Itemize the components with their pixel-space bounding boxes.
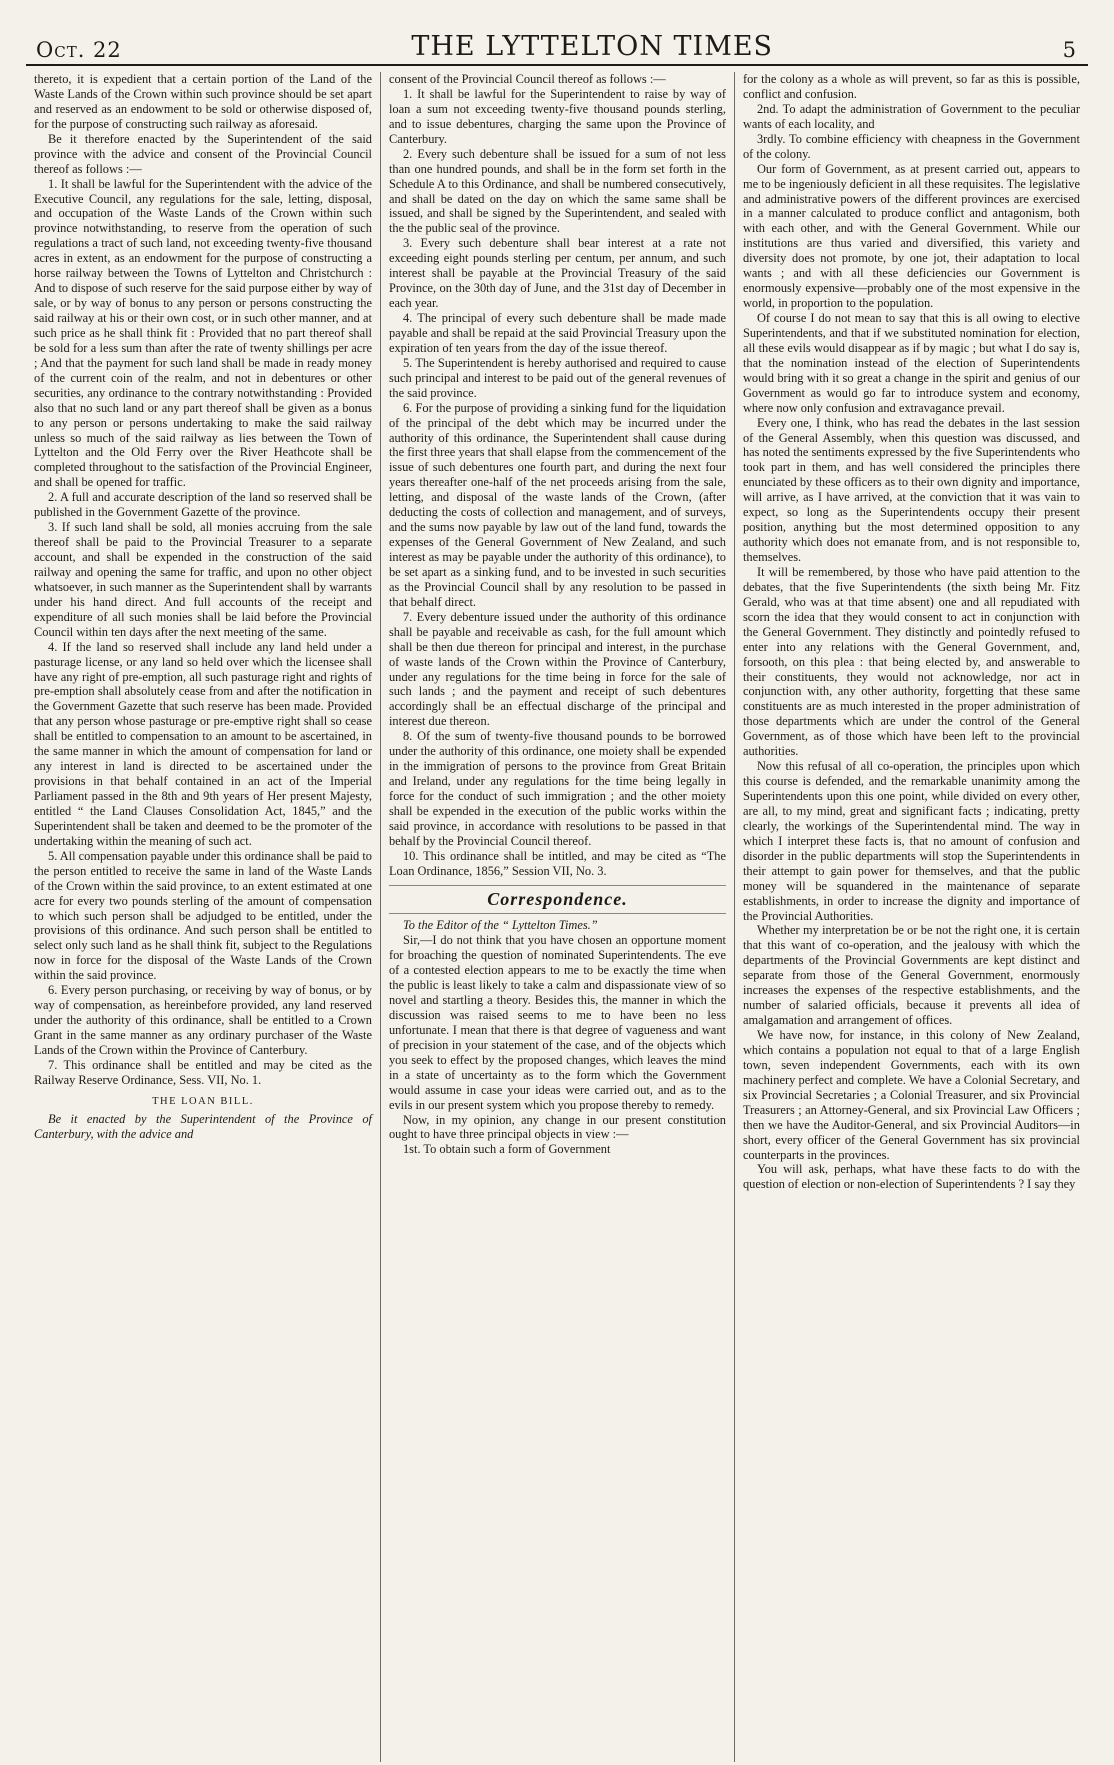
paragraph: Now this refusal of all co-operation, the principles upon which this course is defended, and the remarkable unanimity among the Superintendents upon this one point, while divided on every other, are all, to my mind, great and significant facts ; indicating, pretty clearly, the workings of the Superintendental mind. The way in which I interpret these facts is, that no amount of confusion and disorder in the public departments will stop the Superintendents in their attempt to gain power for themselves, and that the public money will be squandered in the maintenance of separate establishments, in order to increase the dignity and importance of the Provincial Authorities.: [742, 759, 1080, 923]
paragraph: Our form of Government, as at present carried out, appears to me to be ingeniously deficient in all these requisites. The legislative and administrative powers of the different provinces are exercised in a manner calculated to produce conflict and antagonism, both with each other, and with the General Government. While our institutions are thus varied and diversified, this variety and diversity does not promote, by one jot, their adaptation to local wants ; and with all these deficiencies our Government is enormously expensive—probably one of the most expensive in the world, in proportion to the population.: [742, 161, 1080, 311]
paragraph: 4. If the land so reserved shall include any land held under a pasturage license, or any land so held over which the licensee shall have any right of pre-emption, all such pasturage right and rights of pre-emption shall absolutely cease from and after the notification in the Government Gazette that such reserve has been made. Provided that any person whose pasturage or pre-emptive right shall so cease shall be entitled to compensation to an amount to be ascertained, in the same manner in which the amount of compensation for land or any interest in land is directed to be ascertained under the provisions in that behalf contained in an act of the Imperial Parliament passed in the 8th and 9th years of Her present Majesty, entitled “ the Land Clauses Consolidation Act, 1845,” and the Superintendent shall be taken and deemed to be the promoter of the undertaking within the meaning of such act.: [34, 639, 372, 848]
paragraph: thereto, it is expedient that a certain portion of the Land of the Waste Lands of the Crown within such province should be set apart and reserved as an endowment to be sold or otherwise disposed of, for the purpose of constructing such railway as aforesaid.: [34, 72, 372, 131]
paragraph: consent of the Provincial Council thereof as follows :—: [388, 72, 666, 86]
salutation: To the Editor of the “ Lyttelton Times.”: [402, 918, 598, 933]
paragraph: 10. This ordinance shall be intitled, and may be cited as “The Loan Ordinance, 1856,” Session VII, No. 3.: [388, 848, 726, 878]
paragraph: We have now, for instance, in this colony of New Zealand, which contains a population not equal to that of a large English town, seven independent Governments, each with its own machinery perfect and complete. We have a Colonial Secretary, and six Provincial Secretaries ; a Colonial Treasurer, and six Provincial Treasurers ; an Attorney-General, and six Provincial Law Officers ; then we have the Auditor-General, and six Provincial Auditors—in short, every officer of the General Government has six provincial counterparts in the provinces.: [742, 1028, 1080, 1162]
section-heading-correspondence: Correspondence.: [389, 885, 726, 915]
paragraph: 6. For the purpose of providing a sinking fund for the liquidation of the principal of the debt which may be incurred under the authority of this ordinance, the Superintendent shall cause during the first three years that shall elapse from the commencement of the issue of such debentures one fourth part, and during the next four years thereafter one-half of the net proceeds arising from the sale, letting, and disposal of the waste lands of the Crown, (after deducting the costs of collection and management, and of surveys, and the sums now payable by law out of the land fund, towards the expenses of the General Government of New Zealand, and such interest as may be payable under the authority of this ordinance), to be set apart as a sinking fund, and to be invested in such securities as the Provincial Council shall by any resolution to be passed in that behalf direct.: [388, 400, 726, 609]
issue-date: Oct. 22: [36, 38, 122, 62]
paragraph: 1. It shall be lawful for the Superintendent to raise by way of loan a sum not exceeding twenty-five thousand pounds sterling, and to issue debentures, charging the same upon the Province of Canterbury.: [388, 86, 726, 146]
paragraph: for the colony as a whole as will prevent, so far as this is possible, conflict and confusion.: [742, 72, 1080, 101]
paragraph: Of course I do not mean to say that this is all owing to elective Superintendents, and that if we substituted nomination for election, all these evils would disappear as if by magic ; but what I do say is, that the nomination instead of the election of Superintendents would bring with it so great a change in the spirit and genius of our Government as would go far to introduce system and economy, where now only confusion and extravagance prevail.: [742, 311, 1080, 415]
paragraph: 4. The principal of every such debenture shall be made made payable and shall be repaid at the said Provincial Treasury upon the expiration of ten years from the day of the issue thereof.: [388, 311, 726, 355]
column-2: [380, 72, 734, 1762]
paragraph: 2nd. To adapt the administration of Government to the peculiar wants of each locality, and: [742, 101, 1080, 131]
newspaper-title: THE LYTTELTON TIMES: [411, 31, 774, 62]
paragraph: Every one, I think, who has read the debates in the last session of the General Assembly, when this question was discussed, and has noted the sentiments expressed by the five Superintendents who took part in them, and has well considered the principles there enunciated by these officers as to their own dignity and importance, will arrive, as I have arrived, at the conviction that it was vain to expect, so long as the Superintendents occupy their present position, anything but the most determined opposition to any authority which does not emanate from, and is not responsible to, themselves.: [742, 415, 1080, 564]
paragraph: 7. This ordinance shall be entitled and may be cited as the Railway Reserve Ordinance, Sess. VII, No. 1.: [34, 1057, 372, 1087]
paragraph: Be it therefore enacted by the Superintendent of the said province with the advice and consent of the Provincial Council thereof as follows :—: [34, 131, 372, 176]
paragraph: It will be remembered, by those who have paid attention to the debates, that the five Superintendents (the sixth being Mr. Fitz Gerald, who was at that time absent) one and all repudiated with scorn the idea that they would consent to act in conjunction with the General Government. They distinctly and pointedly refused to enter into any relations with the General Government, and, forsooth, on this plea : that being elected by, and answerable to their constituents, they would not acknowledge, nor act in conjunction with, any other authority, forgetting that these same constituents are as much interested in the proper administration of those departments which are under the control of the General Government, as of those which have been left to the provincial authorities.: [742, 564, 1080, 759]
paragraph: 5. The Superintendent is hereby authorised and required to cause such principal and interest to be paid out of the general revenues of the said province.: [388, 355, 726, 400]
column-3: [734, 72, 1088, 1762]
paragraph: 1. It shall be lawful for the Superintendent with the advice of the Executive Council, any regulations for the sale, letting, disposal, and occupation of the Waste Lands of the Crown within such province notwithstanding, to reserve from the operation of such regulations a tract of such land, not exceeding twenty-five thousand acres in extent, as an endowment for the purpose of constructing a horse railway between the Towns of Lyttelton and Christchurch : And to dispose of such reserve for the said purpose either by way of sale, or by way of bonus to any person or persons constructing the said railway at his or their own cost, or in such other manner, and at such price as he shall think fit : Provided that no part thereof shall be sold for a less sum than after the rate of twenty shillings per acre ; And that the payment for such land shall be made in ready money of the current coin of the realm, and not in debentures or other securities, any ordinance to the contrary notwithstanding : Provided also that no such land or any part thereof shall be given as a bonus to any person or persons undertaking to make the said railway unless so much of the said railway as lies between the Town of Lyttelton and the Old Ferry over the River Heathcote shall be completed throughout to the satisfaction of the Provincial Engineer, and shall be opened for traffic.: [34, 176, 372, 490]
paragraph: 8. Of the sum of twenty-five thousand pounds to be borrowed under the authority of this ordinance, one moiety shall be expended in the immigration of persons to the province from Great Britain and Ireland, under any regulations for the time being legally in force for the conduct of such immigration ; and the other moiety shall be expended in the execution of the public works within the said province, in accordance with resolutions to be passed in that behalf by the Provincial Council thereof.: [388, 729, 726, 848]
paragraph: 7. Every debenture issued under the authority of this ordinance shall be payable and receivable as cash, for the full amount which shall be then due thereon for principal and interest, in the purchase of waste lands of the Crown within the Province of Canterbury, under any regulations for the time being in force for the sale of such lands ; and the payment and receipt of such debentures accordingly shall be an effectual discharge of the principal and interest due thereon.: [388, 609, 726, 729]
page-number: 5: [1062, 38, 1076, 62]
paragraph: 6. Every person purchasing, or receiving by way of bonus, or by way of compensation, as hereinbefore provided, any land reserved under the authority of this ordinance, shall be entitled to a Crown Grant in the same manner as any ordinary purchaser of the Waste Lands of the Crown within the Province of Canterbury.: [34, 983, 372, 1057]
paragraph: Sir,—I do not think that you have chosen an opportune moment for broaching the question of nominated Superintendents. The eve of a contested election appears to me to be exactly the time when the public is least likely to take a calm and dispassionate view of so novel and startling a theory. Besides this, the manner in which the discussion was raised seems to me to have been no less unfortunate. I mean that there is that degree of vagueness and want of precision in your statement of the case, and of the objects which you seek to effect by the proposed changes, which leaves the mind in a state of uncertainty as to the form which the Government would assume in case your ideas were carried out, and as to the evils in our present system which you propose thereby to remedy.: [388, 933, 726, 1112]
paragraph: Now, in my opinion, any change in our present constitution ought to have three principal objects in view :—: [388, 1112, 726, 1142]
paragraph: 1st. To obtain such a form of Government: [402, 1142, 611, 1157]
paragraph: 3rdly. To combine efficiency with cheapness in the Government of the colony.: [742, 131, 1080, 161]
masthead: [26, 22, 1088, 66]
paragraph: 3. Every such debenture shall bear interest at a rate not exceeding eight pounds sterling per centum, per annum, and such interest shall be payable at the Provincial Treasury of the said Province, on the 30th day of June, and the 31st day of December in each year.: [388, 236, 726, 311]
paragraph: Whether my interpretation be or be not the right one, it is certain that this want of co-operation, and the jealousy with which the departments of the Provincial Governments are kept distinct and separate from those of the General Government, enormously increases the expenses of the respective establishments, and the number of salaried officials, because it prevents all idea of amalgamation and arrangement of offices.: [742, 923, 1080, 1028]
section-heading: THE LOAN BILL.: [152, 1095, 254, 1107]
paragraph: You will ask, perhaps, what have these facts to do with the question of election or non-election of Superintendents ? I say they: [742, 1162, 1080, 1192]
columns: [26, 72, 1088, 1762]
paragraph: 2. Every such debenture shall be issued for a sum of not less than one hundred pounds, and shall be in the form set forth in the Schedule A to this Ordinance, and shall be numbered consecutively, and shall be dated on the day on which the same same shall be issued, and shall be signed by the Superintendent, and sealed with the the public seal of the province.: [388, 146, 726, 236]
paragraph: 3. If such land shall be sold, all monies accruing from the sale thereof shall be paid to the Provincial Treasurer to a separate account, and shall be expended in the construction of the said railway and opening the same for traffic, and upon no other object whatsoever, in such manner as the Superintendent shall by warrants under his hand direct. And full accounts of the receipt and expenditure of all such monies shall be laid before the Provincial Council within ten days after the next meeting of the same.: [34, 520, 372, 639]
paragraph: Be it enacted by the Superintendent of the Province of Canterbury, with the advice and: [34, 1112, 372, 1142]
paragraph: 2. A full and accurate description of the land so reserved shall be published in the Government Gazette of the province.: [34, 490, 372, 520]
paragraph: 5. All compensation payable under this ordinance shall be paid to the person entitled to receive the same in land of the Waste Lands of the Crown within the said province, to an extent estimated at one acre for every two pounds sterling of the amount of compensation to which such person shall be adjudged to be entitled, under the provisions of this ordinance. And such person shall be entitled to select only such land as he shall think fit, subject to the Regulations now in force for the disposal of the Waste Lands of the Crown within the said province.: [34, 848, 372, 983]
column-1: [26, 72, 380, 1762]
